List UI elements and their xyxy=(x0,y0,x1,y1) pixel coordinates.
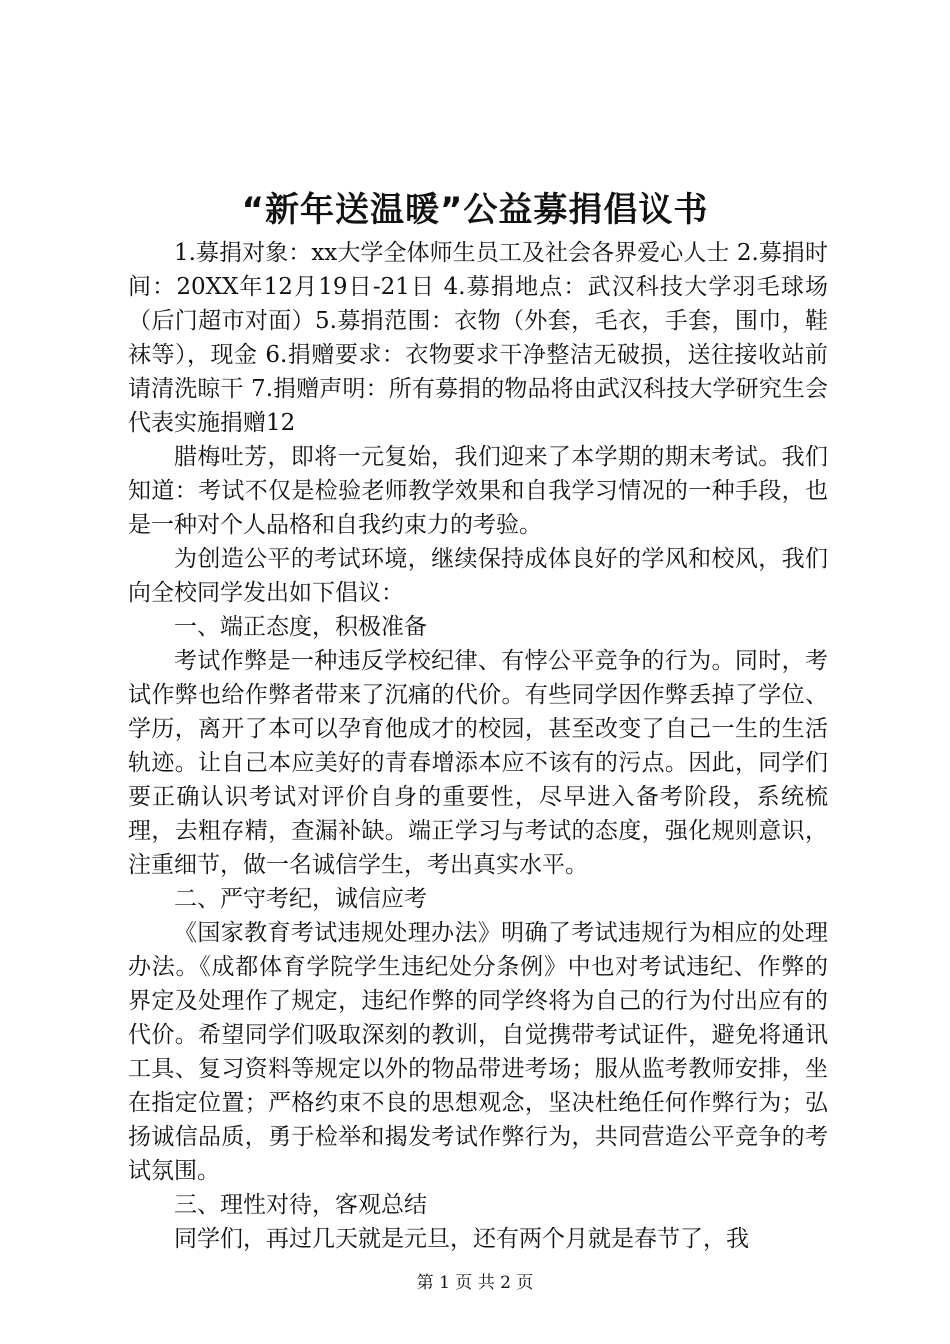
document-body xyxy=(128,236,828,1256)
section-heading-attitude: 一、端正态度，积极准备 xyxy=(174,614,427,640)
paragraph-exam-intro: 腊梅吐芳，即将一元复始，我们迎来了本学期的期末考试。我们知道：考试不仅是检验老师教学效果和自我学习情况的一种手段，也是一种对个人品格和自我约束力的考验。 xyxy=(128,444,828,538)
paragraph-holidays: 同学们，再过几天就是元旦，还有两个月就是春节了，我 xyxy=(174,1226,749,1252)
page-number-footer: 第 1 页 共 2 页 xyxy=(416,1273,534,1293)
paragraph-cheating-consequences: 考试作弊是一种违反学校纪律、有悖公平竞争的行为。同时，考试作弊也给作弊者带来了沉痛的代价。有些同学因作弊丢掉了学位、学历，离开了本可以孕育他成才的校园，甚至改变了自己一生的生活轨迹。让自己本应美好的青春增添本应不该有的污点。因此，同学们要正确认识考试对评价自身的重要性，尽早进入备考阶段，系统梳理，去粗存精，查漏补缺。端正学习与考试的态度，强化规则意识，注重细节，做一名诚信学生，考出真实水平。 xyxy=(128,648,828,878)
paragraph-initiative: 为创造公平的考试环境，继续保持成体良好的学风和校风，我们向全校同学发出如下倡议： xyxy=(128,546,828,606)
section-heading-rational: 三、理性对待，客观总结 xyxy=(174,1192,427,1218)
paragraph-regulations: 《国家教育考试违规处理办法》明确了考试违规行为相应的处理办法。《成都体育学院学生违纪处分条例》中也对考试违纪、作弊的界定及处理作了规定，违纪作弊的同学终将为自己的行为付出应有的代价。希望同学们吸取深刻的教训，自觉携带考试证件，避免将通讯工具、复习资料等规定以外的物品带进考场；服从监考教师安排，坐在指定位置；严格约束不良的思想观念，坚决杜绝任何作弊行为；弘扬诚信品质，勇于检举和揭发考试作弊行为，共同营造公平竞争的考试氛围。 xyxy=(128,920,828,1184)
section-heading-discipline: 二、严守考纪，诚信应考 xyxy=(174,886,427,912)
paragraph-donation-details: 1.募捐对象：xx大学全体师生员工及社会各界爱心人士 2.募捐时间：20XX年12月19日-21日 4.募捐地点：武汉科技大学羽毛球场（后门超市对面）5.募捐范围：衣物（外套，毛衣，手套，围巾，鞋袜等），现金 6.捐赠要求：衣物要求干净整洁无破损，送往接收站前请清洗晾干 7.捐赠声明：所有募捐的物品将由武汉科技大学研究生会代表实施捐赠12 xyxy=(128,240,828,436)
document-title: “新年送温暖”公益募捐倡议书 xyxy=(241,190,709,230)
